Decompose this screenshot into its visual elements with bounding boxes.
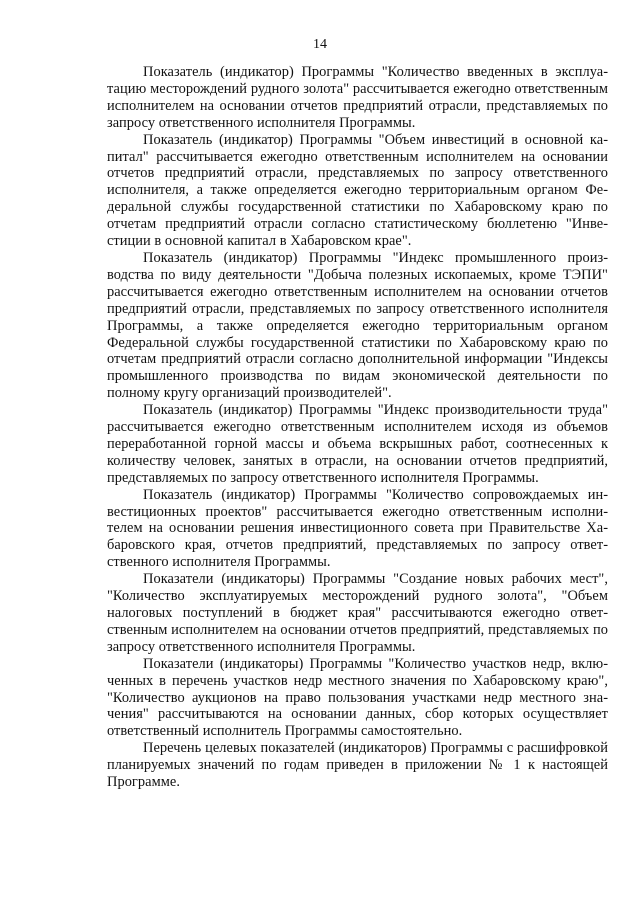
paragraph-subsoil-plots-auctions: Показатели (индикаторы) Программы "Количество участков недр, включенных в перечень участков недр местного значения по Хабаровскому краю", "Количество аукционов на право пользования участками недр местного значения" рассчитываются на основании данных, сбор которых осуществляет ответственный исполнитель Программы самостоятельно. — [107, 655, 608, 740]
paragraph-industrial-production-index: Показатель (индикатор) Программы "Индекс промышленного производства по виду деятельности "Добыча полезных ископаемых, кроме ТЭПИ" рассчитывается ежегодно ответственным исполнителем на основании отчетов предприятий отрасли, представляемых по запросу ответственного исполнителя Программы, а также определяется ежегодно территориальным органом Федеральной службы государственной статистики по Хабаровскому краю по отчетам предприятий отрасли согласно дополнительной информации "Индексы промышленного производства по видам экономической деятельности по полному кругу организаций производителей". — [107, 249, 608, 402]
paragraph-labor-productivity-index: Показатель (индикатор) Программы "Индекс производительности труда" рассчитывается ежегодно ответственным исполнителем исходя из объемов переработанной горной массы и объема вскрышных работ, соотнесенных к количеству человек, занятых в отрасли, на основании отчетов предприятий, представляемых по запросу ответственного исполнителя Программы. — [107, 402, 608, 486]
paragraph-gold-deposits-commissioned: Показатель (индикатор) Программы "Количество введенных в эксплуатацию месторождений рудного золота" рассчитывается ежегодно ответственным исполнителем на основании отчетов предприятий отрасли, представляемых по запросу ответственного исполнителя Программы. — [107, 64, 608, 131]
paragraph-capital-investment: Показатель (индикатор) Программы "Объем инвестиций в основной капитал" рассчитывается ежегодно ответственным исполнителем на основании отчетов предприятий отрасли, представляемых по запросу ответственного исполнителя, а также определяется ежегодно территориальным органом Федеральной службы государственной статистики по Хабаровскому краю по отчетам предприятий отрасли согласно статистическому бюллетеню "Инвестиции в основной капитал в Хабаровском крае". — [107, 131, 608, 250]
paragraph-target-indicators-list: Перечень целевых показателей (индикаторов) Программы с расшифровкой планируемых значений по годам приведен в приложении № 1 к настоящей Программе. — [107, 740, 608, 791]
page-number: 14 — [313, 37, 327, 52]
paragraph-jobs-deposits-tax: Показатели (индикаторы) Программы "Создание новых рабочих мест", "Количество эксплуатируемых месторождений рудного золота", "Объем налоговых поступлений в бюджет края" рассчитываются ежегодно ответственным исполнителем на основании отчетов предприятий, представляемых по запросу ответственного исполнителя Программы. — [107, 571, 608, 655]
document-body — [107, 64, 608, 791]
paragraph-investment-projects: Показатель (индикатор) Программы "Количество сопровождаемых инвестиционных проектов" рассчитывается ежегодно ответственным исполнителем на основании решения инвестиционного совета при Правительстве Хабаровского края, отчетов предприятий, представляемых по запросу ответственного исполнителя Программы. — [107, 486, 608, 571]
